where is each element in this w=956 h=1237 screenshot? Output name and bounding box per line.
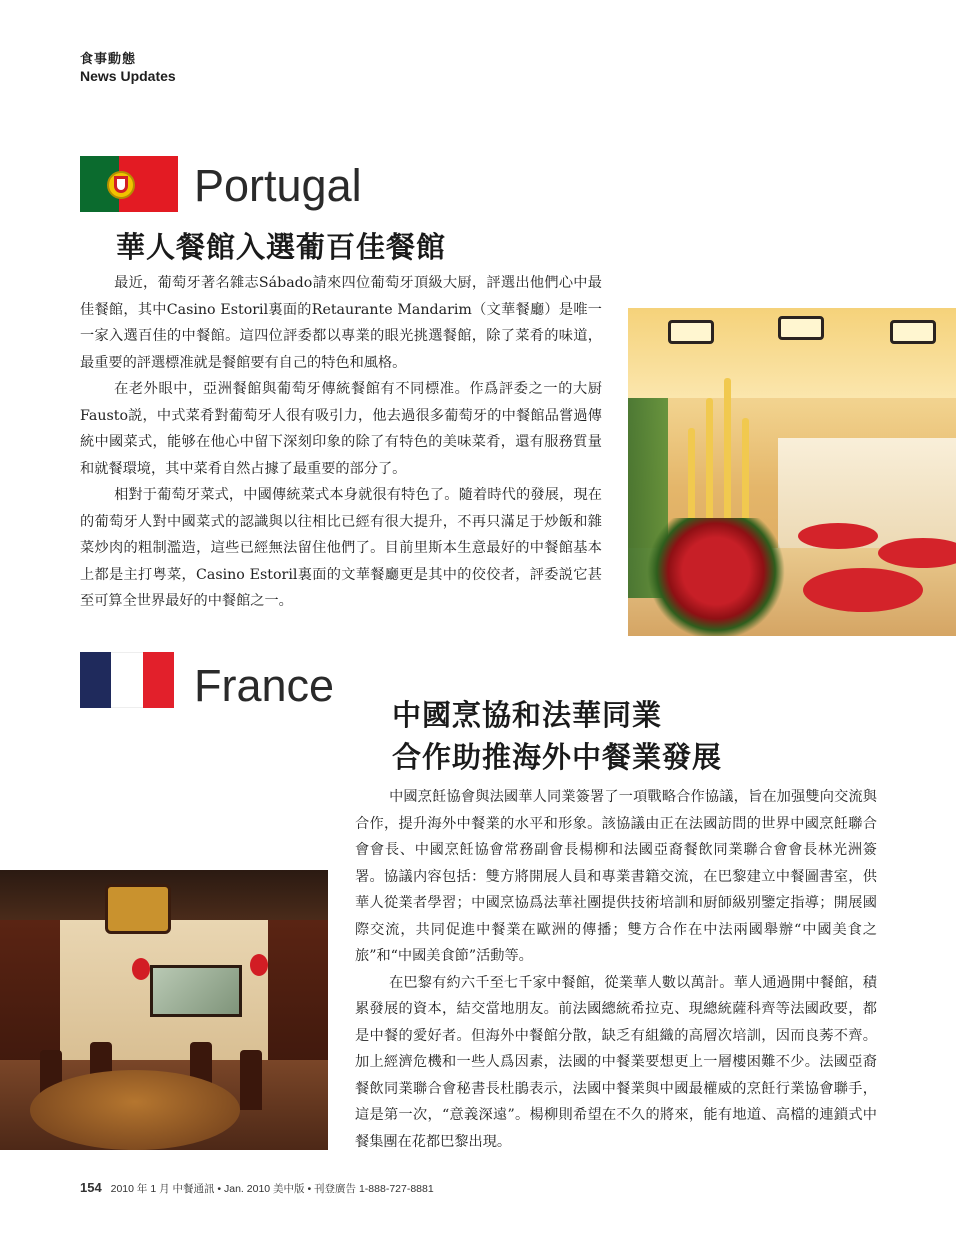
- paragraph: 中國烹飪協會與法國華人同業簽署了一項戰略合作協議，旨在加强雙向交流與合作，提升海外中餐業的水平和形象。該協議由正在法國訪問的世界中國烹飪聯合會會長、中國烹飪協會常務副會長楊柳和法國亞裔餐飲同業聯合會會長林光洲簽署。協議内容包括：雙方將開展人員和專業書籍交流，在巴黎建立中餐圖書室，供華人從業者學習；中國烹協爲法華社團提供技術培訓和厨師級别鑒定指導；開展國際交流，共同促進中餐業在歐洲的傳播；雙方合作在中法兩國舉辦“中國美食之旅”和“中國美食節”活動等。: [355, 789, 877, 964]
- country-title-france: France: [194, 660, 335, 711]
- footer-text: 2010 年 1 月 中餐通訊 • Jan. 2010 美中版 • 刊登廣告 1-888-727-8881: [110, 1183, 434, 1195]
- page-footer: [80, 1180, 434, 1196]
- france-flag-icon: [80, 652, 174, 708]
- headline-line: 中國烹協和法華同業: [392, 698, 663, 732]
- paragraph: 最近，葡萄牙著名雜志Sábado請來四位葡萄牙頂級大厨，評選出他們心中最佳餐館，其中Casino Estoril裏面的Retaurante Mandarim（文華餐廳）是唯一一家入選百佳的中餐館。這四位評委都以專業的眼光挑選餐館，除了菜肴的味道，最重要的評選標准就是餐館要有自己的特色和風格。: [80, 275, 602, 371]
- page-number: 154: [80, 1180, 102, 1195]
- private-dining-room-photo: [0, 870, 328, 1150]
- portugal-flag-icon: [80, 156, 178, 212]
- paragraph: 在巴黎有約六千至七千家中餐館，從業華人數以萬計。華人通過開中餐館，積累發展的資本，結交當地朋友。前法國總統希拉克、現總統薩科齊等法國政要，都是中餐的愛好者。但海外中餐館分散，缺乏有組織的高層次培訓，因而良莠不齊。加上經濟危機和一些人爲因素，法國的中餐業要想更上一層樓困難不少。法國亞裔餐飲同業聯合會秘書長杜鵑表示，法國中餐業與中國最權威的烹飪行業協會聯手，這是第一次，“意義深遠”。楊柳則希望在不久的將來，能有地道、高檔的連鎖式中餐集團在花都巴黎出現。: [355, 974, 877, 1150]
- section-title-zh: 食事動態: [80, 52, 137, 67]
- article-portugal: [80, 270, 602, 615]
- headline-portugal: 華人餐館入選葡百佳餐館: [116, 230, 447, 264]
- section-title-en: News Updates: [80, 67, 176, 84]
- headline-line: 合作助推海外中餐業發展: [392, 740, 723, 774]
- banquet-hall-photo: [628, 308, 956, 636]
- headline-france: [392, 694, 722, 778]
- section-header: [80, 52, 176, 84]
- paragraph: 相對于葡萄牙菜式，中國傳統菜式本身就很有特色了。隨着時代的發展，現在的葡萄牙人對中國菜式的認識與以往相比已經有很大提升，不再只滿足于炒飯和雜菜炒肉的粗制濫造，這些已經無法留住他們了。目前里斯本生意最好的中餐館基本上都是主打粤菜，Casino Estoril裏面的文華餐廳更是其中的佼佼者，評委説它甚至可算全世界最好的中餐館之一。: [80, 487, 602, 609]
- paragraph: 在老外眼中，亞洲餐館與葡萄牙傳統餐館有不同標准。作爲評委之一的大厨Fausto説，中式菜肴對葡萄牙人很有吸引力，他去過很多葡萄牙的中餐館品嘗過傳統中國菜式，能够在他心中留下深刻印象的除了有特色的美味菜肴，還有服務質量和就餐環境，其中菜肴自然占據了最重要的部分了。: [80, 381, 602, 477]
- country-title-portugal: Portugal: [194, 160, 362, 211]
- article-france: [355, 784, 877, 1155]
